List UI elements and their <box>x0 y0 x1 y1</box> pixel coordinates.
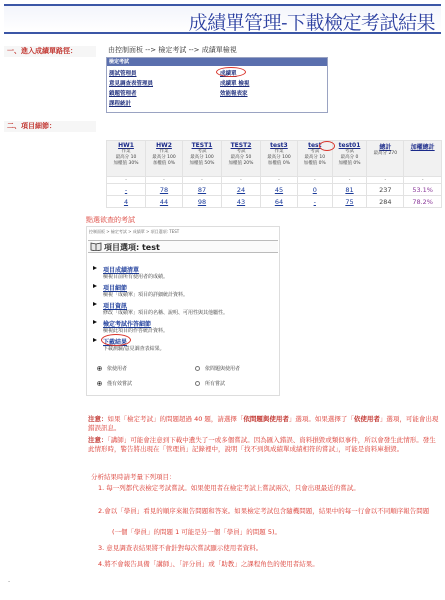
weighted-total-cell: 53.1% <box>412 185 433 194</box>
radio-by-question-and-user[interactable]: 依問題與使用者 <box>195 365 240 372</box>
menu-item-test-manager[interactable]: 測試管理員 <box>109 71 137 77</box>
col-hw1[interactable]: HW1 作業 最高分 10 加權值 30% <box>107 141 146 177</box>
col-test01[interactable]: test01 考試 最高分 0 加權值 0% <box>332 141 367 177</box>
table-row <box>107 196 442 208</box>
menu-item-survey-manager[interactable]: 意見調查表管理員 <box>109 81 154 87</box>
grade-cell[interactable]: 24 <box>236 185 246 194</box>
grade-cell[interactable]: 75 <box>345 197 354 206</box>
grade-cell[interactable]: 45 <box>274 185 284 194</box>
grade-table <box>106 140 442 208</box>
menu-item-grade-view[interactable]: 成績單 檢視 <box>220 81 250 87</box>
total-cell: 237 <box>379 185 392 194</box>
click-exam-instruction: 點選欲查的考試 <box>86 216 135 224</box>
grade-cell[interactable]: 44 <box>159 197 169 206</box>
radio-icon[interactable] <box>195 366 200 371</box>
col-hw2[interactable]: HW2 作業 最高分 100 加權值 0% <box>146 141 183 177</box>
option-description: 檢視目前所有使用者的成績。 <box>103 274 169 280</box>
grade-cell[interactable]: 0 <box>312 185 317 194</box>
bullet-arrow-icon <box>93 320 97 324</box>
breadcrumb[interactable]: 控制面板 > 檢定考試 > 成績單 > 項目選項: TEST <box>89 229 180 234</box>
control-panel-menu <box>106 57 328 113</box>
item-options-header <box>88 240 278 253</box>
option-link[interactable]: 項目成績清單 <box>103 267 140 274</box>
analysis-item-4: 4.將不會報告具備「講師」、「評分員」或「助教」之課程角色的使用者結果。 <box>98 560 319 568</box>
col-test1[interactable]: TEST1 考試 最高分 100 加權值 50% <box>182 141 221 177</box>
download-results-link[interactable]: 下載結果 <box>103 339 128 346</box>
option-description: 下載測驗/意見調查表結果。 <box>103 346 165 352</box>
menu-header: 檢定考試 <box>107 58 327 66</box>
item-options-title: 項目選項: test <box>104 243 160 252</box>
analysis-item-1: 1. 每一列都代表檢定考試嘗試。如果使用者在檢定考試上嘗試兩次，只會出現最近的嘗試。 <box>98 484 360 492</box>
item-options-panel <box>86 226 280 396</box>
bullet-arrow-icon <box>93 338 97 342</box>
grade-cell[interactable]: 87 <box>197 185 207 194</box>
option-link[interactable]: 項目細節 <box>103 285 128 292</box>
analysis-title: 分析結果時請考量下列項目： <box>91 473 176 481</box>
grade-cell[interactable]: 64 <box>274 197 284 206</box>
grade-cell[interactable]: - <box>124 185 128 194</box>
col-test2[interactable]: TEST2 考試 最高分 50 加權值 20% <box>221 141 260 177</box>
grade-cell[interactable]: 78 <box>159 185 169 194</box>
radio-selected-icon[interactable] <box>97 366 102 371</box>
col-test[interactable]: test 考試 最高分 10 加權值 0% <box>297 141 332 177</box>
table-row <box>107 184 442 196</box>
option-description: 修改「成績單」項目的名稱、說明、可用性與其他屬性。 <box>103 310 229 316</box>
option-link[interactable]: 項目資訊 <box>103 303 128 310</box>
analysis-item-2: 2.會以「學員」看見的順序來報告問題和答案。如果檢定考試包含隨機問題，結果中的每一行會以不同順序報告問題 <box>98 507 430 515</box>
col-test3[interactable]: test3 作業 最高分 100 加權值 0% <box>261 141 298 177</box>
option-description: 檢視「成績單」項目的詳細統計資料。 <box>103 292 189 298</box>
grade-cell[interactable]: 4 <box>123 197 129 206</box>
radio-icon[interactable] <box>195 381 200 386</box>
highlight-circle <box>319 141 335 151</box>
highlight-circle <box>101 334 131 346</box>
option-link[interactable]: 檢定考試作答細節 <box>103 321 152 328</box>
radio-valid-attempts[interactable]: 僅有效嘗試 <box>97 380 132 387</box>
highlight-circle <box>216 67 246 77</box>
menu-item-pool-manager[interactable]: 鎖題管理者 <box>109 91 137 97</box>
grade-cell[interactable]: 98 <box>197 197 207 206</box>
radio-by-user[interactable]: 依使用者 <box>97 365 127 372</box>
menu-item-performance[interactable]: 效能報表家 <box>220 91 248 97</box>
menu-item-grade-center[interactable]: 成績單 <box>220 71 237 77</box>
bullet-arrow-icon <box>93 266 97 270</box>
note-question-limit: 注意：如果「檢定考試」的問題超過 40 題，請選擇「依問題與使用者」選項。如果選擇了「依使用者」選項，可能會出現錯誤訊息。 <box>88 415 439 432</box>
total-cell: 284 <box>379 197 392 206</box>
footer-mark: - <box>8 578 11 585</box>
title-bar <box>4 4 441 34</box>
menu-item-course-stats[interactable]: 課程統計 <box>109 101 132 107</box>
bullet-arrow-icon <box>93 302 97 306</box>
bullet-arrow-icon <box>93 284 97 288</box>
radio-selected-icon[interactable] <box>97 381 102 386</box>
step-1-label: 一、進入成績單路徑： <box>4 46 96 57</box>
grade-table-header <box>107 141 442 177</box>
note-missing-attempts: 注意：「講師」可能會注意到下載中遺失了一或多個嘗試。因為匯入錯誤、資料損毀或類似事件，所以會發生此情形。發生此情形時，警告將出現在「管理員」記錄裡中，說明「找不到與成績單成績相符的嘗試」，可能是資料庫損毀。 <box>88 436 436 453</box>
book-icon <box>90 242 102 251</box>
grade-cell[interactable]: 81 <box>345 185 354 194</box>
navigation-path: 由控制面板 --> 檢定考試 --> 成績單檢視 <box>108 46 237 54</box>
step-2-label: 二、項目細節： <box>4 121 96 132</box>
option-description: 檢視此項目的作答統計資料。 <box>103 328 169 334</box>
grade-cell[interactable]: - <box>313 197 316 206</box>
radio-all-attempts[interactable]: 所有嘗試 <box>195 380 225 387</box>
analysis-item-2-note: (一個「學員」的問題 1 可能是另一個「學員」的問題 5)。 <box>112 528 282 536</box>
analysis-item-3: 3. 意見調查表結果將不會針對每次嘗試顯示使用者資料。 <box>98 544 263 552</box>
weighted-total-cell: 78.2% <box>412 197 433 206</box>
grade-cell[interactable]: 43 <box>236 197 246 206</box>
col-total[interactable]: 總計 最高分 270 <box>367 141 404 177</box>
col-weighted-total[interactable]: 加權總計 <box>404 141 442 177</box>
table-row: - - - - - - - - - <box>107 177 442 184</box>
page-title: 成績單管理-下載檢定考試結果 <box>188 12 435 34</box>
